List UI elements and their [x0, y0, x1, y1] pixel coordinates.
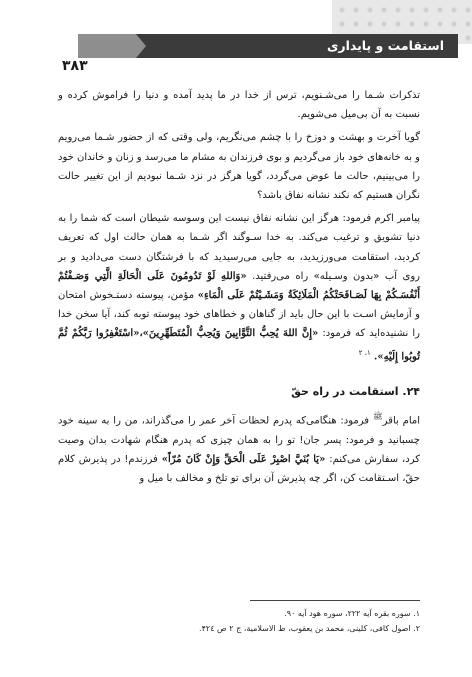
- section-heading: ۲۴. استقامت در راه حقّ: [291, 385, 420, 399]
- paragraph-text: گویا آخرت و بهشت و دوزخ را با چشم می‌نگریم، ولی وقتی که از حضور شـما می‌رویم و به خانه‌های خود باز می‌گردیم و بوی فرزندان به مشام ما می‌رسد و زنان و خاندان خود را می‌بینیم، حالت ما عوض می‌گردد، گویا هرگز در نزد شـما نبودیم از این تغییر حالت نگران هستیم که نکند نشانه نفاق باشد؟: [58, 132, 420, 202]
- paragraph: [58, 86, 420, 124]
- page-header: [0, 0, 472, 74]
- quran-quote: «إِنَّ اللهَ يُحِبُّ التَّوَّابِينَ وَيُحِبُّ الْمُتَطَهِّرِينَ»،«اسْتَغْفِرُوا رَبَّكُمْ ثُمَّ تُوبُوا إِلَيْهِ».: [58, 328, 420, 362]
- paragraph: [58, 209, 420, 366]
- footnote-reference[interactable]: ۱، ۲: [358, 348, 371, 357]
- footnote-divider: [250, 600, 420, 601]
- paragraph-text: فرزندم! در پذیرش کلام حقّ، اسـتقامت کن، اگر چه پذیرش آن برای تو تلخ و مخالف با میل و: [58, 454, 420, 485]
- footnote: ۲. اصول کافی، کلینی، محمد بن یعقوب، ط الاسلامیة، ج ۲ ص ۴۲٤.: [199, 624, 420, 633]
- paragraph-text: تذکرات شـما را می‌شـنویم، ترس از خدا در ما پدید آمده و دنیا را فراموش کرده و نسبت به آن بی‌میل می‌شویم.: [58, 90, 420, 121]
- footnotes: [58, 606, 420, 636]
- paragraph: [58, 128, 420, 205]
- quran-quote: «وَاللهِ لَوْ تَدُومُونَ عَلَى الْحَالَةِ الَّتِي وَصَـفْتُمْ أَنْفُسَـكُمْ بِهَا لَصَـافَحَتْكُمُ الْمَلَائِكَةُ وَمَشَـيْتُمْ عَلَى الْمَاءِ»: [58, 270, 420, 302]
- body-text: [58, 86, 420, 493]
- footnote: ۱. سوره بقره آیه ۲۲۲، سوره هود آیه ۹۰.: [284, 609, 420, 618]
- banner-arrow-icon: [136, 34, 146, 58]
- paragraph-text: مؤمن، پیوسته دستـخوش امتحان و آزمایش اسـت با این حال باید از گناهان و خطاهای خود پیوسته توبه کند، آیا سخن خدا را نشنیده‌اید که فرمود:: [58, 290, 420, 340]
- chapter-title-banner: [78, 34, 458, 58]
- quran-quote: «يَا بُنَيَّ اصْبِرْ عَلَى الْحَقِّ وَإِنْ كَانَ مُرّاً»: [161, 454, 326, 466]
- chapter-title: استقامت و پایداری: [326, 38, 444, 53]
- paragraph-text: امام باقر: [382, 415, 421, 427]
- salutation-symbol: ﷺ: [372, 412, 383, 422]
- paragraph: [58, 407, 420, 488]
- paragraph-text: فرمود: هنگامی‌که پدرم لحظات آخر عمر را می‌گذراند، من را به سینه خود چسبانید و فرمود: پسر جان! تو را به همان چیزی که پدرم هنگام شهادت بدان وصیت کرد، سفارش می‌کنم:: [58, 415, 420, 466]
- page-number: ۳۸۳: [62, 58, 88, 74]
- banner-accent: [78, 34, 136, 58]
- paragraph-text: پیامبر اکرم فرمود: هرگز این نشانه نفاق نیست این وسوسه شیطان است که شما را به دنیا تشویق و ترغیب می‌کند. به خدا سـوگند اگر شـما به همان حالت اول که تعریف کردید، استقامت می‌ورزیدید، به جایی می‌رسیدید که با فرشتگان دست می‌دادید و بر روی آب «بدون وسـیله» راه می‌رفتید.: [58, 213, 420, 282]
